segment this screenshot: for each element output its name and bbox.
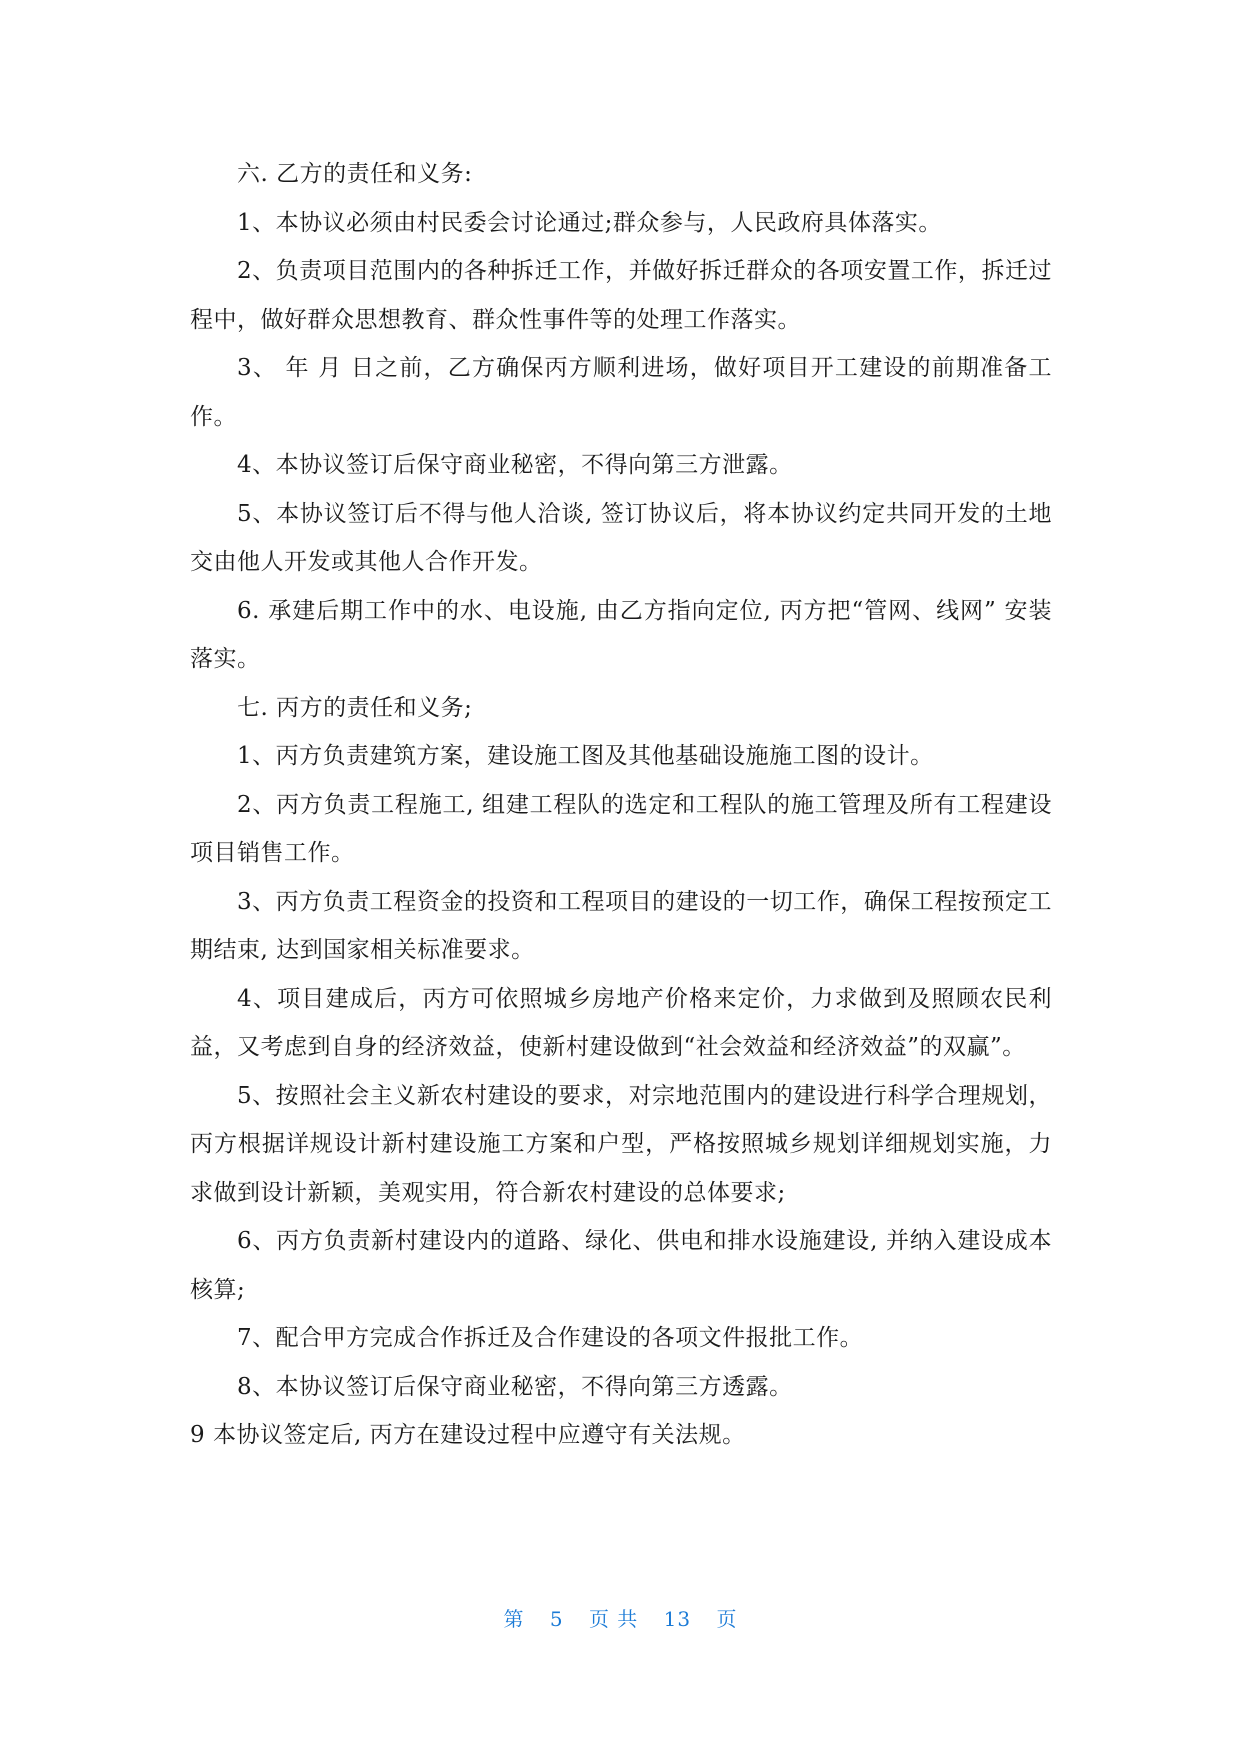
section-heading-6: 六. 乙方的责任和义务: — [237, 161, 473, 187]
clause-6-1: 1、本协议必须由村民委会讨论通过;群众参与，人民政府具体落实。 — [237, 209, 942, 236]
footer-page-number: 5 — [549, 1607, 564, 1631]
clause-6-5: 5、本协议签订后不得与他人洽谈, 签订协议后，将本协议约定共同开发的土地交由他人开发或其他人合作开发。 — [190, 500, 1052, 575]
clause-7-6: 6、丙方负责新村建设内的道路、绿化、供电和排水设施建设, 并纳入建设成本核算; — [190, 1228, 1052, 1303]
section-heading-7: 七. 丙方的责任和义务; — [237, 694, 473, 721]
clause-7-9: 9 本协议签定后, 丙方在建设过程中应遵守有关法规。 — [190, 1422, 746, 1448]
clause-7-4: 4、项目建成后，丙方可依照城乡房地产价格来定价，力求做到及照顾农民利益，又考虑到自身的经济效益，使新村建设做到“社会效益和经济效益”的双赢”。 — [190, 985, 1052, 1060]
footer-mid: 页 共 — [588, 1607, 639, 1631]
clause-6-3: 3、 年 月 日之前，乙方确保丙方顺利进场，做好项目开工建设的前期准备工作。 — [190, 355, 1052, 430]
page-footer — [0, 1603, 1241, 1632]
clause-7-5: 5、按照社会主义新农村建设的要求，对宗地范围内的建设进行科学合理规划，丙方根据详规设计新村建设施工方案和户型，严格按照城乡规划详细规划实施，力求做到设计新颖，美观实用，符合新农村建设的总体要求; — [190, 1082, 1052, 1206]
clause-7-3: 3、丙方负责工程资金的投资和工程项目的建设的一切工作，确保工程按预定工期结束, 达到国家相关标准要求。 — [190, 888, 1052, 963]
clause-6-2: 2、负责项目范围内的各种拆迁工作，并做好拆迁群众的各项安置工作，拆迁过程中，做好群众思想教育、群众性事件等的处理工作落实。 — [190, 258, 1052, 333]
clause-7-7: 7、配合甲方完成合作拆迁及合作建设的各项文件报批工作。 — [237, 1325, 864, 1351]
clause-6-6: 6. 承建后期工作中的水、电设施, 由乙方指向定位, 丙方把“管网、线网” 安装落实。 — [190, 597, 1052, 672]
clause-6-4: 4、本协议签订后保守商业秘密，不得向第三方泄露。 — [237, 452, 793, 478]
footer-suffix: 页 — [716, 1607, 738, 1631]
clause-7-8: 8、本协议签订后保守商业秘密，不得向第三方透露。 — [237, 1373, 793, 1400]
clause-7-2: 2、丙方负责工程施工, 组建工程队的选定和工程队的施工管理及所有工程建设项目销售工作。 — [190, 791, 1052, 866]
footer-total-pages: 13 — [663, 1607, 692, 1631]
document-body — [190, 150, 1052, 1460]
clause-7-1: 1、丙方负责建筑方案，建设施工图及其他基础设施施工图的设计。 — [237, 743, 934, 769]
footer-prefix: 第 — [503, 1607, 525, 1631]
